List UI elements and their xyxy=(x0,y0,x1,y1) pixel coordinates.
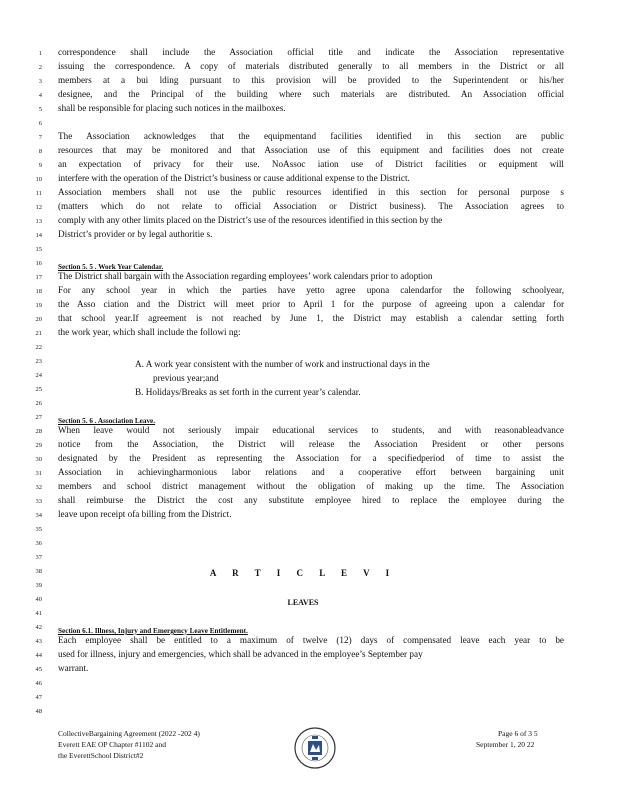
line-number: 32 xyxy=(35,484,42,491)
line-number: 14 xyxy=(35,232,42,239)
line-number: 43 xyxy=(35,638,42,645)
text-line: notice from the Association, the District will release the Association President or other persons xyxy=(58,439,564,449)
text-line: correspondence shall include the Association official title and indicate the Association representative xyxy=(58,47,564,57)
line-number: 38 xyxy=(35,568,42,575)
line-number: 34 xyxy=(35,512,42,519)
text-line: an expectation of privacy for their use. NoAssoc iation use of District facilities or equipment will xyxy=(58,159,564,169)
line-number: 12 xyxy=(35,204,42,211)
line-number: 40 xyxy=(35,596,42,603)
line-number: 24 xyxy=(35,372,42,379)
section-heading-5-5: Section 5. 5 . Work Year Calendar. xyxy=(58,263,164,271)
text-line: leave upon receipt ofa billing from the District. xyxy=(58,509,232,519)
text-line: the work year, which shall include the followi ng: xyxy=(58,327,241,337)
list-item-a: A. A work year consistent with the number of work and instructional days in the xyxy=(135,359,430,369)
line-number: 1 xyxy=(38,50,42,57)
list-item-b: B. Holidays/Breaks as set forth in the current year’s calendar. xyxy=(135,387,361,397)
line-number: 37 xyxy=(35,554,42,561)
line-number: 20 xyxy=(35,316,42,323)
line-number: 4 xyxy=(38,92,42,99)
text-line: Association in achievingharmonious labor relations and a cooperative effort between bargaining unit xyxy=(58,467,564,477)
line-number: 47 xyxy=(35,694,42,701)
line-number: 30 xyxy=(35,456,42,463)
text-line: Association members shall not use the public resources identified in this section for personal purpose s xyxy=(58,187,564,197)
line-number: 28 xyxy=(35,428,42,435)
line-number: 33 xyxy=(35,498,42,505)
text-line: District’s provider or by legal authoritie s. xyxy=(58,229,213,239)
line-number: 41 xyxy=(35,610,42,617)
line-number: 23 xyxy=(35,358,42,365)
footer-date: September 1, 20 22 xyxy=(476,740,535,749)
line-number: 36 xyxy=(35,540,42,547)
line-number: 48 xyxy=(35,708,42,715)
text-line: (matters which do not relate to official Association or District business). The Association agrees to xyxy=(58,201,564,211)
text-line: interfere with the operation of the District’s business or cause additional expense to the District. xyxy=(58,173,410,183)
line-number: 15 xyxy=(35,246,42,253)
line-number: 31 xyxy=(35,470,42,477)
line-number: 17 xyxy=(35,274,42,281)
line-number: 19 xyxy=(35,302,42,309)
line-number: 8 xyxy=(38,148,42,155)
text-line: the Asso ciation and the District will meet prior to April 1 for the purpose of agreeing upon a calendar for xyxy=(58,299,564,309)
text-line: used for illness, injury and emergencies, which shall be advanced in the employee’s September pay xyxy=(58,649,423,659)
text-line: warrant. xyxy=(58,663,89,673)
line-number: 21 xyxy=(35,330,42,337)
text-line: When leave would not seriously impair educational services to students, and with reasonableadvance xyxy=(58,425,564,435)
line-number: 29 xyxy=(35,442,42,449)
line-number: 6 xyxy=(38,120,42,127)
text-line: comply with any other limits placed on the District’s use of the resources identified in this section by the xyxy=(58,215,443,225)
line-number: 10 xyxy=(35,176,42,183)
text-line: The District shall bargain with the Association regarding employees’ work calendars prior to adoption xyxy=(58,271,433,281)
line-number: 9 xyxy=(38,162,42,169)
text-line: Each employee shall be entitled to a maximum of twelve (12) days of compensated leave each year to be xyxy=(58,635,564,645)
line-number: 42 xyxy=(35,624,42,631)
footer-agreement: CollectiveBargaining Agreement (2022 -202 4) xyxy=(58,729,200,738)
text-line: For any school year in which the parties have yetto agree upona calendarfor the following schoolyear, xyxy=(58,285,564,295)
line-number: 39 xyxy=(35,582,42,589)
text-line: shall be responsible for placing such notices in the mailboxes. xyxy=(58,103,286,113)
article-title: A R T I C L E V I xyxy=(209,568,397,578)
line-number: 18 xyxy=(35,288,42,295)
line-number: 44 xyxy=(35,652,42,659)
footer-page-number: Page 6 of 3 5 xyxy=(498,729,538,738)
line-number: 16 xyxy=(35,260,42,267)
section-heading-5-6: Section 5. 6 . Association Leave. xyxy=(58,417,156,425)
footer-district: the EverettSchool District#2 xyxy=(58,751,144,760)
section-heading-6-1: Section 6.1. Illness, Injury and Emergency Leave Entitlement. xyxy=(58,627,248,635)
text-line: issuing the correspondence. A copy of materials distributed generally to all members in the District or all xyxy=(58,61,564,71)
article-subtitle: LEAVES xyxy=(287,598,319,607)
line-number: 5 xyxy=(38,106,42,113)
text-line: members at a bui lding pursuant to this provision will be provided to the Superintendent or his/her xyxy=(58,75,564,85)
line-number: 35 xyxy=(35,526,42,533)
text-line: The Association acknowledges that the equipmentand facilities identified in this section are public xyxy=(58,131,564,141)
text-line: designated by the President as representing the Association for a specifiedperiod of time to assist the xyxy=(58,453,564,463)
text-line: designee, and the Principal of the building where such materials are distributed. An Association official xyxy=(58,89,564,99)
text-line: members and school district management without the obligation of making up the time. The Association xyxy=(58,481,564,491)
line-number: 13 xyxy=(35,218,42,225)
text-line: shall reimburse the District the cost any substitute employee hired to replace the employee during the xyxy=(58,495,564,505)
line-number: 3 xyxy=(38,78,42,85)
line-number: 22 xyxy=(35,344,42,351)
line-number: 25 xyxy=(35,386,42,393)
line-number: 11 xyxy=(35,190,42,197)
line-number: 2 xyxy=(38,64,42,71)
line-number: 27 xyxy=(35,414,42,421)
line-number: 7 xyxy=(38,134,42,141)
association-seal-icon xyxy=(293,726,337,770)
list-item-a-cont: previous year;and xyxy=(153,373,219,383)
text-line: that school year.If agreement is not reached by June 1, the District may establish a calendar setting forth xyxy=(58,313,564,323)
line-number: 46 xyxy=(35,680,42,687)
line-number: 26 xyxy=(35,400,42,407)
footer-chapter: Everett EAE OP Chapter #1102 and xyxy=(58,740,166,749)
line-number: 45 xyxy=(35,666,42,673)
text-line: resources that may be monitored and that Association use of this equipment and facilities does not create xyxy=(58,145,564,155)
